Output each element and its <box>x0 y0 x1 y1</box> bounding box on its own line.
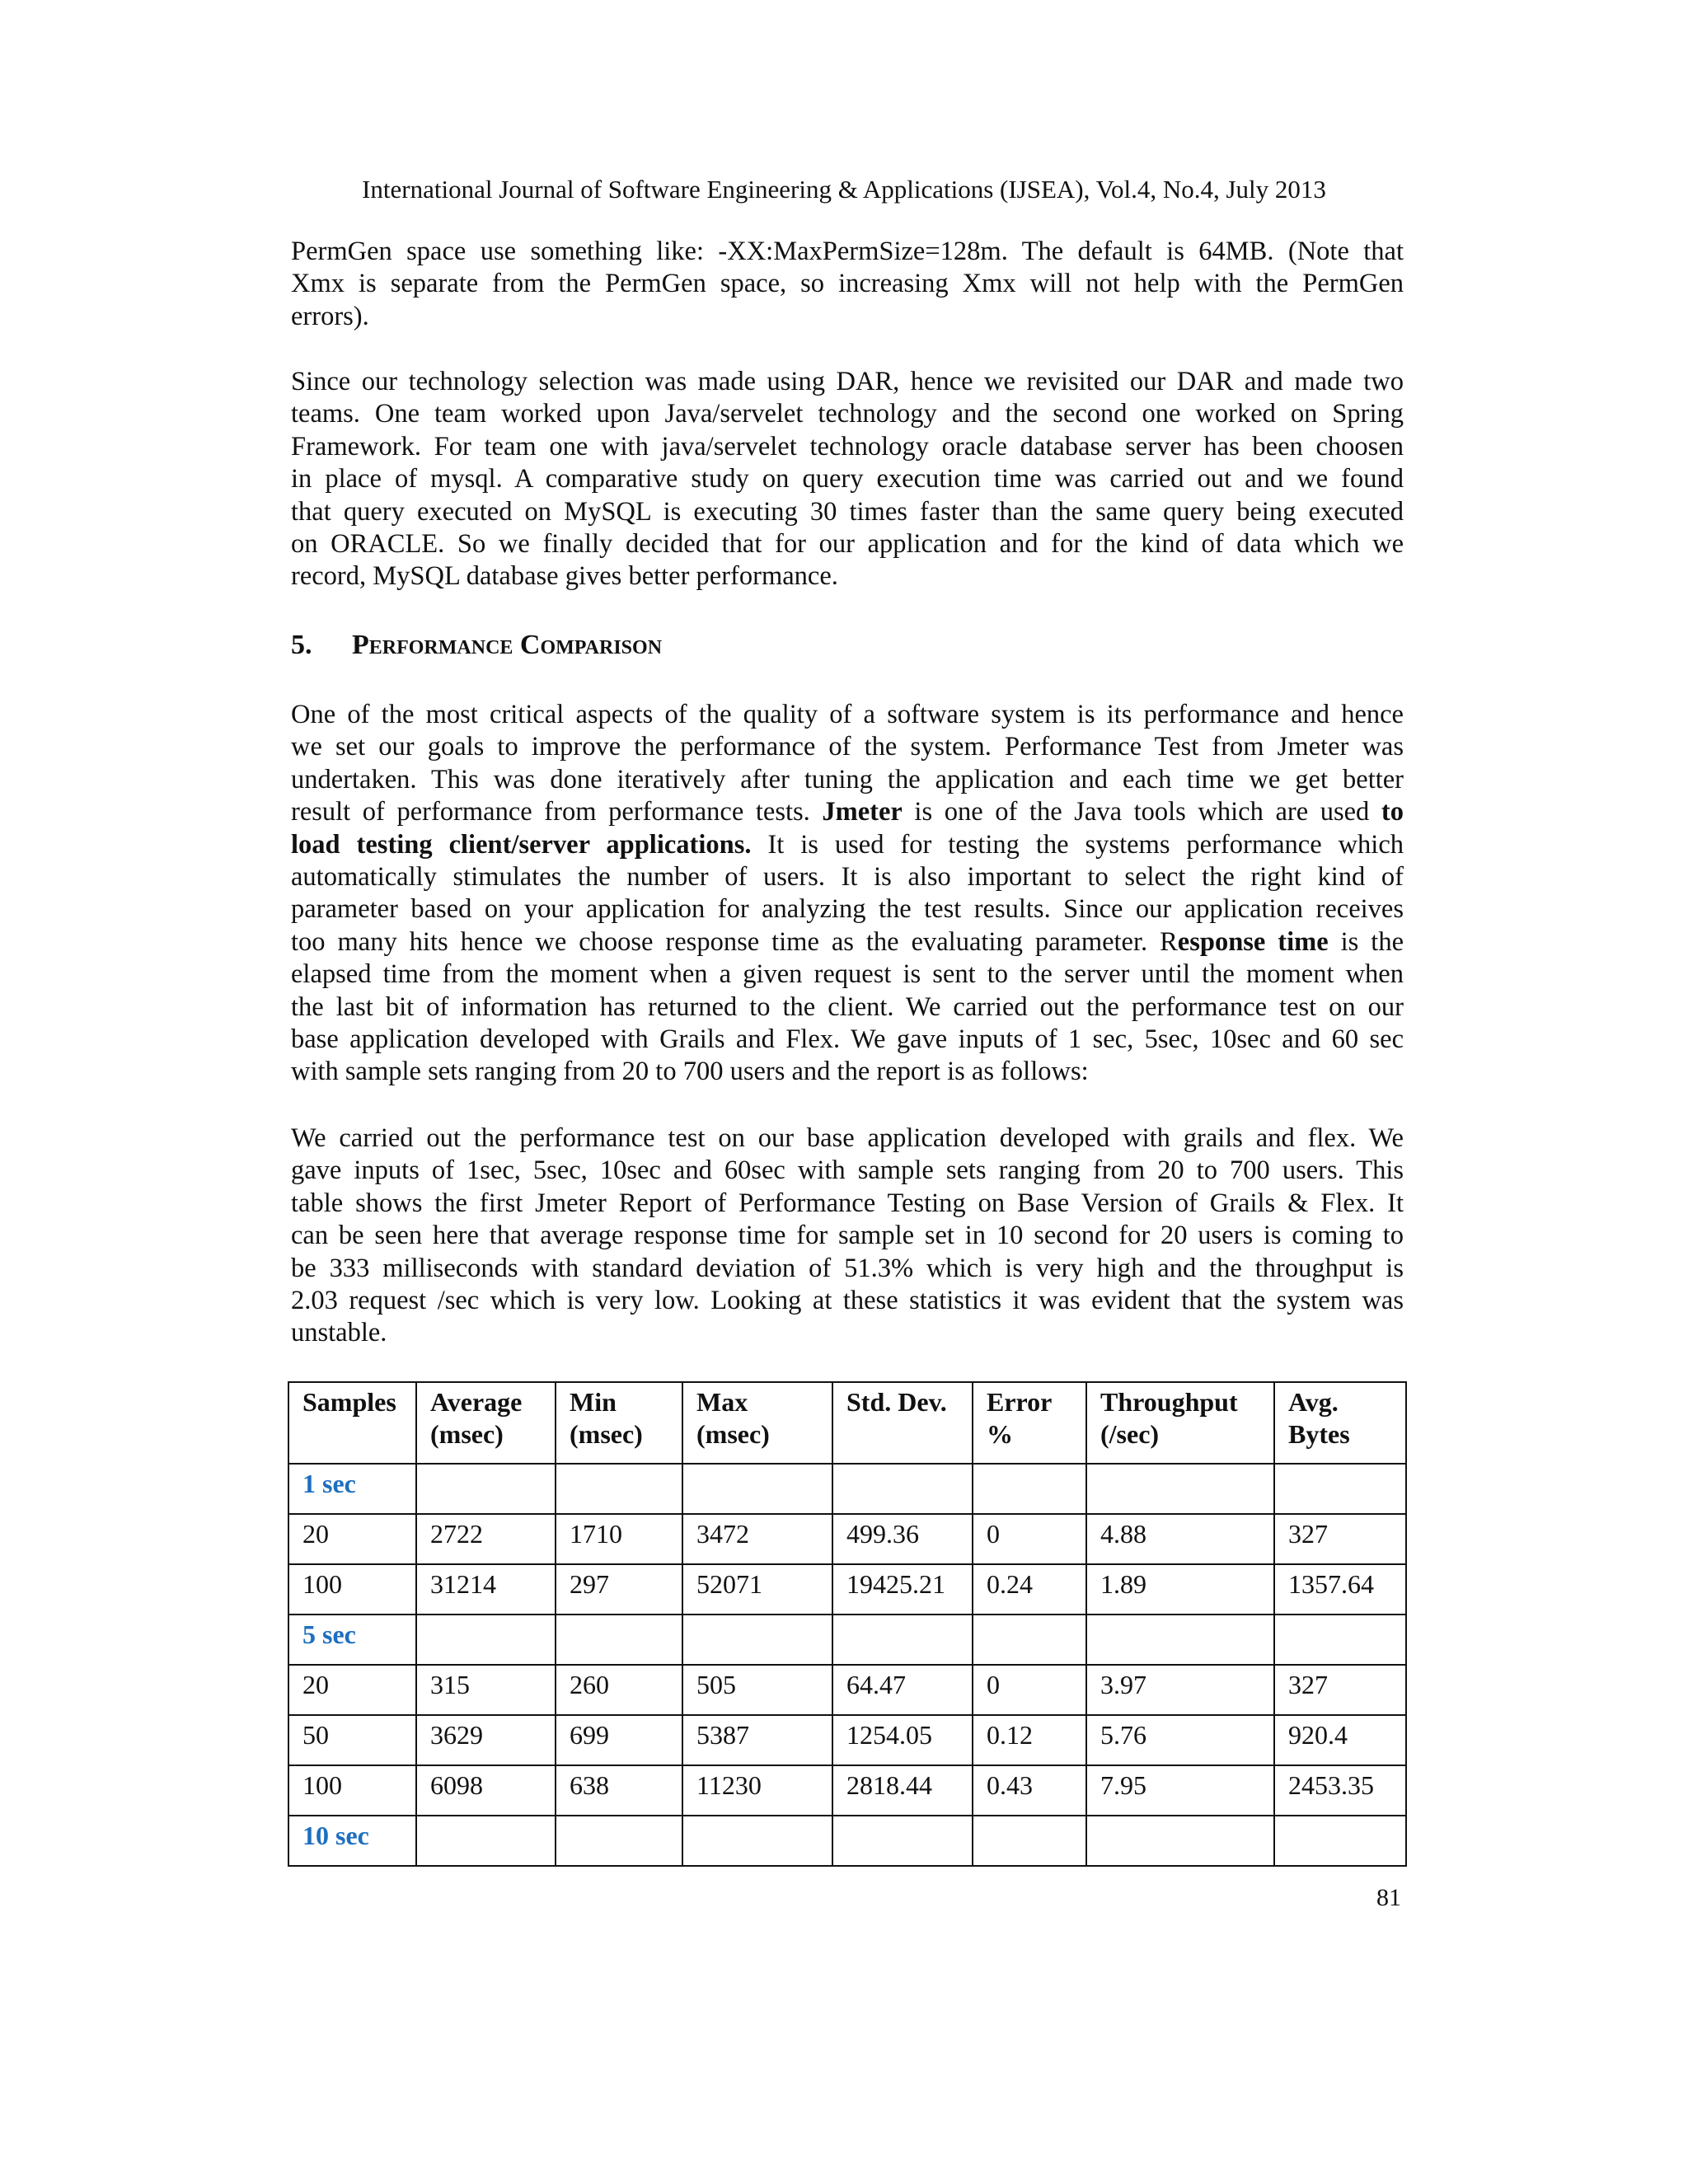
table-cell: 0.24 <box>973 1564 1086 1615</box>
table-cell: 5.76 <box>1086 1715 1274 1765</box>
empty-cell <box>832 1816 973 1866</box>
text-line <box>291 1317 1404 1349</box>
text-segment: errors). <box>291 301 369 331</box>
text-line <box>291 528 1404 560</box>
paragraph-performance <box>291 699 1404 1089</box>
table-row <box>288 1564 1406 1615</box>
bold-text: esponse time <box>1177 926 1329 957</box>
text-line <box>291 699 1404 731</box>
empty-cell <box>832 1464 973 1514</box>
empty-cell <box>682 1816 832 1866</box>
table-cell: 11230 <box>682 1765 832 1816</box>
table-cell: 0.43 <box>973 1765 1086 1816</box>
table-cell: 297 <box>556 1564 682 1615</box>
table-cell: 327 <box>1274 1514 1406 1564</box>
text-segment: with sample sets ranging from 20 to 700 users and the report is as follows: <box>291 1057 1089 1087</box>
table-cell: 699 <box>556 1715 682 1765</box>
table-cell: 50 <box>288 1715 416 1765</box>
column-header <box>556 1382 682 1464</box>
column-header-text: Error <box>987 1387 1053 1417</box>
text-segment: in place of mysql. A comparative study on query execution time was carried out and we found <box>291 464 1404 494</box>
section-label: 10 sec <box>288 1816 416 1866</box>
empty-cell <box>973 1816 1086 1866</box>
table-row <box>288 1715 1406 1765</box>
table-cell: 64.47 <box>832 1665 973 1715</box>
column-header <box>1086 1382 1274 1464</box>
empty-cell <box>556 1816 682 1866</box>
empty-cell <box>1086 1816 1274 1866</box>
text-segment: 2.03 request /sec which is very low. Looking at these statistics it was evident that the system was <box>291 1285 1404 1315</box>
section-title: Performance Comparison <box>352 630 663 660</box>
column-header <box>682 1382 832 1464</box>
text-line <box>291 463 1404 495</box>
text-segment: Framework. For team one with java/servelet technology oracle database server has been choosen <box>291 431 1404 462</box>
text-segment: is the <box>1328 926 1404 957</box>
table-cell: 0 <box>973 1665 1086 1715</box>
text-segment: Since our technology selection was made using DAR, hence we revisited our DAR and made two <box>291 367 1404 396</box>
text-line <box>291 268 1404 300</box>
column-header <box>832 1382 973 1464</box>
text-segment: One of the most critical aspects of the quality of a software system is its performance and hence <box>291 700 1404 729</box>
text-line <box>291 1122 1404 1155</box>
text-segment: result of performance from performance tests. <box>291 797 823 827</box>
column-header-text: Avg. <box>1288 1387 1339 1417</box>
empty-cell <box>416 1464 556 1514</box>
table-cell: 3.97 <box>1086 1665 1274 1715</box>
text-segment: too many hits hence we choose response time as the evaluating parameter. R <box>291 926 1178 957</box>
empty-cell <box>682 1615 832 1665</box>
text-line <box>291 958 1404 991</box>
text-line <box>291 796 1404 828</box>
text-segment: base application developed with Grails and Flex. We gave inputs of 1 sec, 5sec, 10sec and 60 sec <box>291 1024 1404 1054</box>
table-cell: 3629 <box>416 1715 556 1765</box>
table-cell: 2722 <box>416 1514 556 1564</box>
text-line <box>291 1056 1404 1088</box>
paragraph-permgen <box>291 236 1404 333</box>
table-cell: 19425.21 <box>832 1564 973 1615</box>
jmeter-report-table <box>288 1381 1407 1867</box>
table-cell: 638 <box>556 1765 682 1816</box>
column-header-text: Average <box>430 1387 523 1417</box>
table-cell: 4.88 <box>1086 1514 1274 1564</box>
empty-cell <box>556 1464 682 1514</box>
text-segment: unstable. <box>291 1318 387 1348</box>
text-line <box>291 301 1404 333</box>
column-header <box>288 1382 416 1464</box>
table-cell: 260 <box>556 1665 682 1715</box>
table-cell: 1254.05 <box>832 1715 973 1765</box>
text-line <box>291 1024 1404 1056</box>
text-line <box>291 893 1404 926</box>
running-header: International Journal of Software Engineering & Applications (IJSEA), Vol.4, No.4, July 2013 <box>362 175 1326 204</box>
text-line <box>291 496 1404 528</box>
column-header-text: Samples <box>302 1387 396 1417</box>
text-segment: We carried out the performance test on our base application developed with grails and flex. We <box>291 1123 1404 1153</box>
column-header-text: (msec) <box>570 1419 643 1449</box>
table-cell: 52071 <box>682 1564 832 1615</box>
bold-text: to <box>1381 797 1404 827</box>
table-cell: 499.36 <box>832 1514 973 1564</box>
text-line <box>291 366 1404 398</box>
column-header <box>416 1382 556 1464</box>
table-cell: 920.4 <box>1274 1715 1406 1765</box>
column-header-text: (msec) <box>430 1419 504 1449</box>
empty-cell <box>1086 1615 1274 1665</box>
column-header-text: Std. Dev. <box>846 1387 947 1417</box>
text-line <box>291 398 1404 430</box>
column-header-text: Throughput <box>1100 1387 1238 1417</box>
table-row <box>288 1765 1406 1816</box>
table-cell: 0 <box>973 1514 1086 1564</box>
table-cell: 100 <box>288 1564 416 1615</box>
section-row <box>288 1816 1406 1866</box>
empty-cell <box>682 1464 832 1514</box>
text-segment: elapsed time from the moment when a given request is sent to the server until the moment when <box>291 959 1404 990</box>
section-label: 1 sec <box>288 1464 416 1514</box>
page-number: 81 <box>1376 1884 1401 1911</box>
text-segment: Xmx is separate from the PermGen space, so increasing Xmx will not help with the PermGen <box>291 269 1404 299</box>
text-line <box>291 861 1404 893</box>
table-cell: 3472 <box>682 1514 832 1564</box>
table-header-row <box>288 1382 1406 1464</box>
empty-cell <box>416 1615 556 1665</box>
text-line <box>291 560 1404 593</box>
table-cell: 20 <box>288 1514 416 1564</box>
empty-cell <box>973 1464 1086 1514</box>
empty-cell <box>1274 1464 1406 1514</box>
table-cell: 100 <box>288 1765 416 1816</box>
empty-cell <box>973 1615 1086 1665</box>
bold-text: Jmeter <box>822 797 903 827</box>
column-header-text: Bytes <box>1288 1419 1350 1449</box>
table-cell: 2818.44 <box>832 1765 973 1816</box>
text-segment: teams. One team worked upon Java/servelet technology and the second one worked on Spring <box>291 399 1404 429</box>
column-header-text: % <box>987 1419 1013 1449</box>
section-row <box>288 1615 1406 1665</box>
text-segment: gave inputs of 1sec, 5sec, 10sec and 60sec with sample sets ranging from 20 to 700 users. This <box>291 1155 1404 1186</box>
empty-cell <box>1086 1464 1274 1514</box>
text-segment: the last bit of information has returned to the client. We carried out the performance test on our <box>291 991 1404 1022</box>
paragraph-dar <box>291 366 1404 593</box>
table-cell: 1.89 <box>1086 1564 1274 1615</box>
bold-text: load testing client/server applications. <box>291 829 752 860</box>
table-cell: 327 <box>1274 1665 1406 1715</box>
table-cell: 315 <box>416 1665 556 1715</box>
text-segment: automatically stimulates the number of users. It is also important to select the right kind of <box>291 861 1404 892</box>
text-line <box>291 1220 1404 1252</box>
text-line <box>291 829 1404 861</box>
text-segment: table shows the first Jmeter Report of Performance Testing on Base Version of Grails & Flex. It <box>291 1188 1404 1218</box>
text-line <box>291 926 1404 958</box>
table-cell: 6098 <box>416 1765 556 1816</box>
column-header-text: (/sec) <box>1100 1419 1160 1449</box>
text-segment: on ORACLE. So we finally decided that for our application and for the kind of data which we <box>291 528 1404 559</box>
table-cell: 5387 <box>682 1715 832 1765</box>
section-label: 5 sec <box>288 1615 416 1665</box>
table-row <box>288 1665 1406 1715</box>
text-line <box>291 1188 1404 1220</box>
table-row <box>288 1514 1406 1564</box>
text-line <box>291 731 1404 763</box>
table-cell: 7.95 <box>1086 1765 1274 1816</box>
table-cell: 1357.64 <box>1274 1564 1406 1615</box>
text-line <box>291 991 1404 1024</box>
column-header <box>1274 1382 1406 1464</box>
text-line <box>291 764 1404 796</box>
section-number: 5. <box>291 630 312 660</box>
column-header <box>973 1382 1086 1464</box>
column-header-text: Min <box>570 1387 617 1417</box>
section-row <box>288 1464 1406 1514</box>
text-segment: that query executed on MySQL is executing 30 times faster than the same query being executed <box>291 496 1404 527</box>
empty-cell <box>556 1615 682 1665</box>
text-segment: undertaken. This was done iteratively after tuning the application and each time we get better <box>291 764 1404 794</box>
table-cell: 0.12 <box>973 1715 1086 1765</box>
text-segment: is one of the Java tools which are used <box>902 797 1381 827</box>
table-cell: 2453.35 <box>1274 1765 1406 1816</box>
empty-cell <box>416 1816 556 1866</box>
text-line <box>291 1155 1404 1187</box>
column-header-text: Max <box>696 1387 748 1417</box>
table-cell: 505 <box>682 1665 832 1715</box>
text-segment: It is used for testing the systems performance which <box>751 829 1404 860</box>
table-cell: 31214 <box>416 1564 556 1615</box>
text-segment: PermGen space use something like: -XX:MaxPermSize=128m. The default is 64MB. (Note that <box>291 237 1404 266</box>
table-cell: 20 <box>288 1665 416 1715</box>
table-cell: 1710 <box>556 1514 682 1564</box>
text-line <box>291 1253 1404 1285</box>
text-segment: we set our goals to improve the performance of the system. Performance Test from Jmeter was <box>291 732 1404 762</box>
empty-cell <box>832 1615 973 1665</box>
text-segment: parameter based on your application for analyzing the test results. Since our application receives <box>291 894 1404 925</box>
section-heading <box>291 630 662 661</box>
text-segment: record, MySQL database gives better performance. <box>291 561 838 592</box>
text-segment: can be seen here that average response time for sample set in 10 second for 20 users is coming to <box>291 1221 1404 1251</box>
column-header-text: (msec) <box>696 1419 770 1449</box>
empty-cell <box>1274 1816 1406 1866</box>
text-line <box>291 431 1404 463</box>
text-line <box>291 1285 1404 1317</box>
text-segment: be 333 milliseconds with standard deviation of 51.3% which is very high and the throughput is <box>291 1253 1404 1283</box>
paragraph-report <box>291 1122 1404 1350</box>
empty-cell <box>1274 1615 1406 1665</box>
text-line <box>291 236 1404 268</box>
